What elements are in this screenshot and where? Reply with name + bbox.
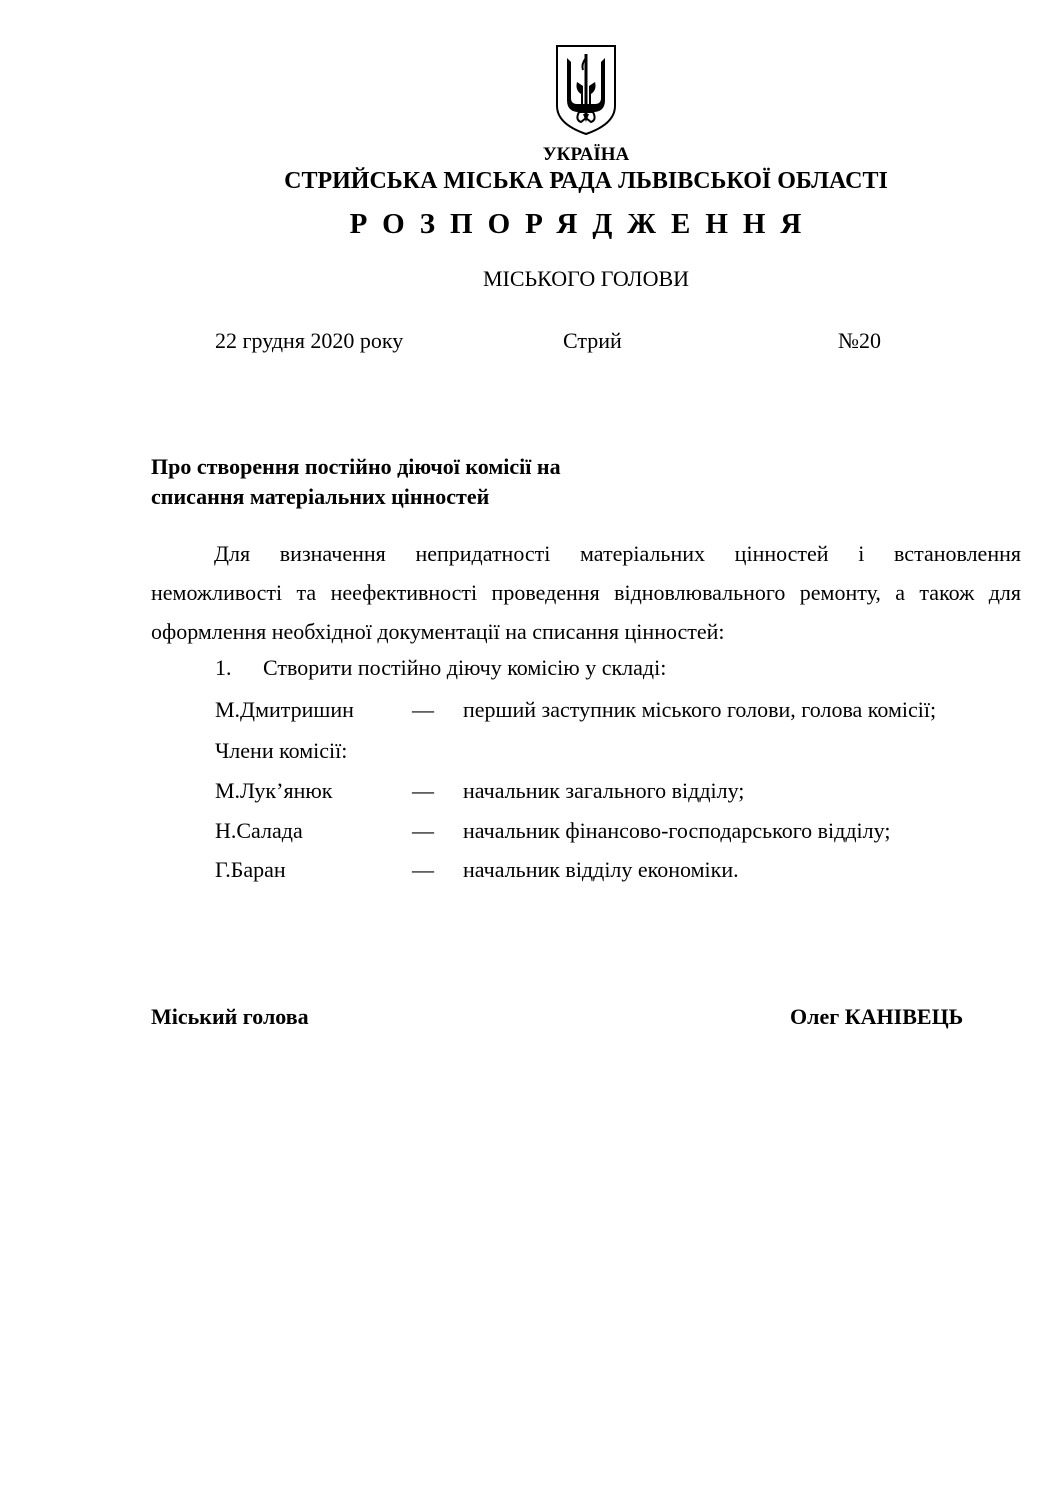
country-text: УКРАЇНА — [542, 144, 630, 165]
coat-of-arms-trident-icon — [555, 44, 617, 136]
document-number: №20 — [838, 328, 881, 353]
member-name: М.Лук’янюк — [215, 778, 333, 803]
document-city: Стрий — [563, 328, 622, 353]
member-name: Н.Салада — [215, 818, 303, 843]
issuer-text: МІСЬКОГО ГОЛОВИ — [482, 266, 690, 291]
preamble-line-2: неможливості та неефективності проведення відновлювального ремонту, а також для — [151, 580, 1021, 605]
member-role: начальник відділу економіки. — [463, 857, 739, 882]
document-subject — [151, 452, 561, 512]
subject-line-2: списання матеріальних цінностей — [151, 484, 490, 509]
chair-dash: — — [412, 697, 434, 722]
document-date: 22 грудня 2020 року — [215, 328, 404, 353]
chair-role: перший заступник міського голови, голова комісії; — [463, 697, 937, 722]
subject-line-1: Про створення постійно діючої комісії на — [151, 454, 561, 479]
member-role: начальник фінансово-господарського відділу; — [463, 818, 891, 843]
preamble-paragraph — [151, 534, 1021, 651]
list-item-number: 1. — [215, 655, 232, 680]
member-dash: — — [412, 778, 434, 803]
member-dash: — — [412, 857, 434, 882]
member-role: начальник загального відділу; — [463, 778, 745, 803]
signatory-name: Олег КАНІВЕЦЬ — [790, 1004, 964, 1029]
chair-name: М.Дмитришин — [215, 697, 354, 722]
signatory-title: Міський голова — [151, 1004, 309, 1029]
council-text: СТРИЙСЬКА МІСЬКА РАДА ЛЬВІВСЬКОЇ ОБЛАСТІ — [284, 168, 888, 194]
preamble-line-1: Для визначення непридатності матеріальних цінностей і встановлення — [214, 541, 1021, 566]
member-dash: — — [412, 818, 434, 843]
member-name: Г.Баран — [215, 857, 286, 882]
preamble-line-3: оформлення необхідної документації на списання цінностей: — [151, 619, 725, 644]
list-item-text: Створити постійно діючу комісію у складі: — [263, 655, 667, 680]
members-label: Члени комісії: — [215, 738, 348, 763]
document-type-text: РОЗПОРЯДЖЕННЯ — [349, 208, 817, 240]
